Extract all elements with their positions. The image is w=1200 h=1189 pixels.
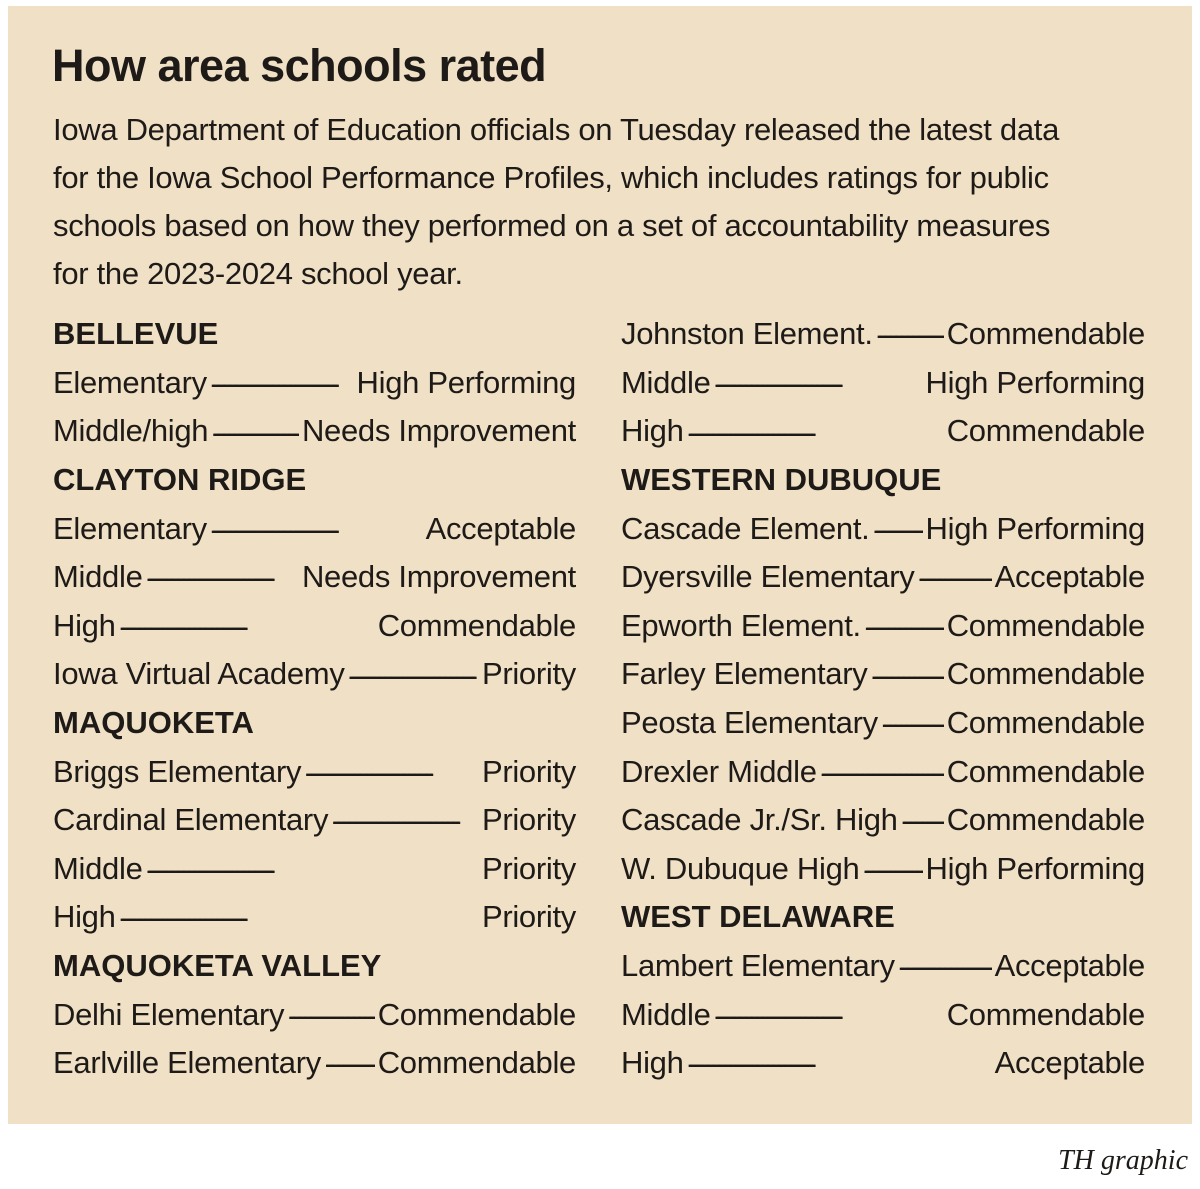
school-rating-row <box>621 796 1145 845</box>
school-rating: Commendable <box>946 996 1145 1032</box>
school-rating-row <box>53 990 576 1039</box>
school-name: Cascade Jr./Sr. High <box>621 802 898 838</box>
school-rating-row <box>621 845 1145 894</box>
school-name: Johnston Element. <box>621 316 873 352</box>
school-rating-row <box>53 796 576 845</box>
school-name: Dyersville Elementary <box>621 559 915 595</box>
dot-leader <box>714 370 923 398</box>
left-column <box>53 310 576 1088</box>
school-rating-row <box>621 407 1145 456</box>
dot-leader <box>881 710 944 738</box>
school-rating-row <box>53 747 576 796</box>
dot-leader <box>687 419 944 447</box>
school-rating: Priority <box>481 899 576 935</box>
school-name: Delhi Elementary <box>53 996 285 1032</box>
school-name: Middle <box>53 850 143 886</box>
dot-leader <box>870 662 943 690</box>
school-name: Lambert Elementary <box>621 948 895 984</box>
school-name: W. Dubuque High <box>621 850 860 886</box>
school-rating: Priority <box>481 753 576 789</box>
school-name: Iowa Virtual Academy <box>53 656 345 692</box>
school-rating: Commendable <box>946 656 1145 692</box>
dot-leader <box>210 370 354 398</box>
school-rating: Commendable <box>377 1045 576 1081</box>
school-rating-row <box>621 942 1145 991</box>
dot-leader <box>324 1050 375 1078</box>
dot-leader <box>820 759 944 787</box>
dot-leader <box>873 516 923 544</box>
dot-leader <box>864 613 944 641</box>
school-name: Elementary <box>53 510 207 546</box>
school-rating-row <box>621 504 1145 553</box>
school-rating-row <box>53 553 576 602</box>
school-rating-row <box>53 893 576 942</box>
school-rating: Commendable <box>946 753 1145 789</box>
dot-leader <box>876 321 944 349</box>
school-rating-row <box>53 504 576 553</box>
school-name: Epworth Element. <box>621 607 861 643</box>
district-heading: WESTERN DUBUQUE <box>621 462 942 498</box>
dot-leader <box>119 904 479 932</box>
school-rating-row <box>53 650 576 699</box>
dot-leader <box>210 516 423 544</box>
school-rating-row <box>621 553 1145 602</box>
school-name: Farley Elementary <box>621 656 868 692</box>
school-rating-row <box>621 699 1145 748</box>
school-name: Earlville Elementary <box>53 1045 321 1081</box>
school-rating-row <box>621 650 1145 699</box>
school-name: Middle <box>53 559 143 595</box>
school-rating-row <box>53 407 576 456</box>
school-rating: Needs Improvement <box>301 413 576 449</box>
school-rating: Commendable <box>946 802 1145 838</box>
school-rating: Priority <box>481 802 576 838</box>
school-name: Peosta Elementary <box>621 705 878 741</box>
school-rating-row <box>621 747 1145 796</box>
school-name: Middle <box>621 996 711 1032</box>
school-rating: Commendable <box>946 413 1145 449</box>
school-rating-row <box>53 602 576 651</box>
school-rating: Acceptable <box>994 948 1145 984</box>
school-rating: High Performing <box>925 364 1145 400</box>
school-rating: Priority <box>481 656 576 692</box>
dot-leader <box>211 419 299 447</box>
school-rating-row <box>621 359 1145 408</box>
dot-leader <box>287 1002 374 1030</box>
school-name: Cascade Element. <box>621 510 870 546</box>
school-rating-row <box>621 602 1145 651</box>
school-name: Middle/high <box>53 413 209 449</box>
dot-leader <box>119 613 375 641</box>
school-name: High <box>621 1045 684 1081</box>
school-rating: Acceptable <box>994 1045 1145 1081</box>
district-heading: MAQUOKETA <box>53 705 254 741</box>
school-name: High <box>621 413 684 449</box>
school-name: Middle <box>621 364 711 400</box>
school-rating-row <box>621 990 1145 1039</box>
school-rating: Priority <box>481 850 576 886</box>
school-name: Cardinal Elementary <box>53 802 329 838</box>
district-heading: CLAYTON RIDGE <box>53 462 307 498</box>
school-rating: High Performing <box>925 850 1145 886</box>
school-rating: Needs Improvement <box>301 559 576 595</box>
school-rating-row <box>53 359 576 408</box>
school-rating: Acceptable <box>994 559 1145 595</box>
district-heading: BELLEVUE <box>53 316 219 352</box>
district-heading: MAQUOKETA VALLEY <box>53 948 382 984</box>
dot-leader <box>304 759 479 787</box>
district-heading: WEST DELAWARE <box>621 899 895 935</box>
school-name: Elementary <box>53 364 207 400</box>
school-rating: Commendable <box>377 996 576 1032</box>
dot-leader <box>714 1002 944 1030</box>
school-rating-row <box>53 845 576 894</box>
school-rating-row <box>621 1039 1145 1088</box>
school-rating: Commendable <box>946 607 1145 643</box>
school-rating: High Performing <box>356 364 576 400</box>
dot-leader <box>331 807 479 835</box>
school-rating: Acceptable <box>425 510 576 546</box>
school-rating-row <box>53 1039 576 1088</box>
intro-paragraph: Iowa Department of Education officials on Tuesday released the latest data for the Iowa School Performance Profiles, which includes ratings for public schools based on how they performed on a set of accountability measures for the 2023-2024 school year. <box>53 112 1060 291</box>
school-rating: Commendable <box>946 316 1145 352</box>
school-rating: Commendable <box>946 705 1145 741</box>
graphic-title: How area schools rated <box>52 40 547 91</box>
dot-leader <box>901 807 944 835</box>
dot-leader <box>348 662 479 690</box>
school-rating-row <box>621 310 1145 359</box>
dot-leader <box>862 856 922 884</box>
dot-leader <box>687 1050 992 1078</box>
dot-leader <box>917 564 991 592</box>
graphic-credit: TH graphic <box>1058 1145 1188 1176</box>
school-rating: High Performing <box>925 510 1145 546</box>
school-name: High <box>53 899 116 935</box>
school-rating: Commendable <box>377 607 576 643</box>
school-name: High <box>53 607 116 643</box>
dot-leader <box>898 953 992 981</box>
right-column <box>621 310 1145 1088</box>
dot-leader <box>146 856 479 884</box>
school-name: Briggs Elementary <box>53 753 302 789</box>
school-name: Drexler Middle <box>621 753 817 789</box>
dot-leader <box>146 564 299 592</box>
